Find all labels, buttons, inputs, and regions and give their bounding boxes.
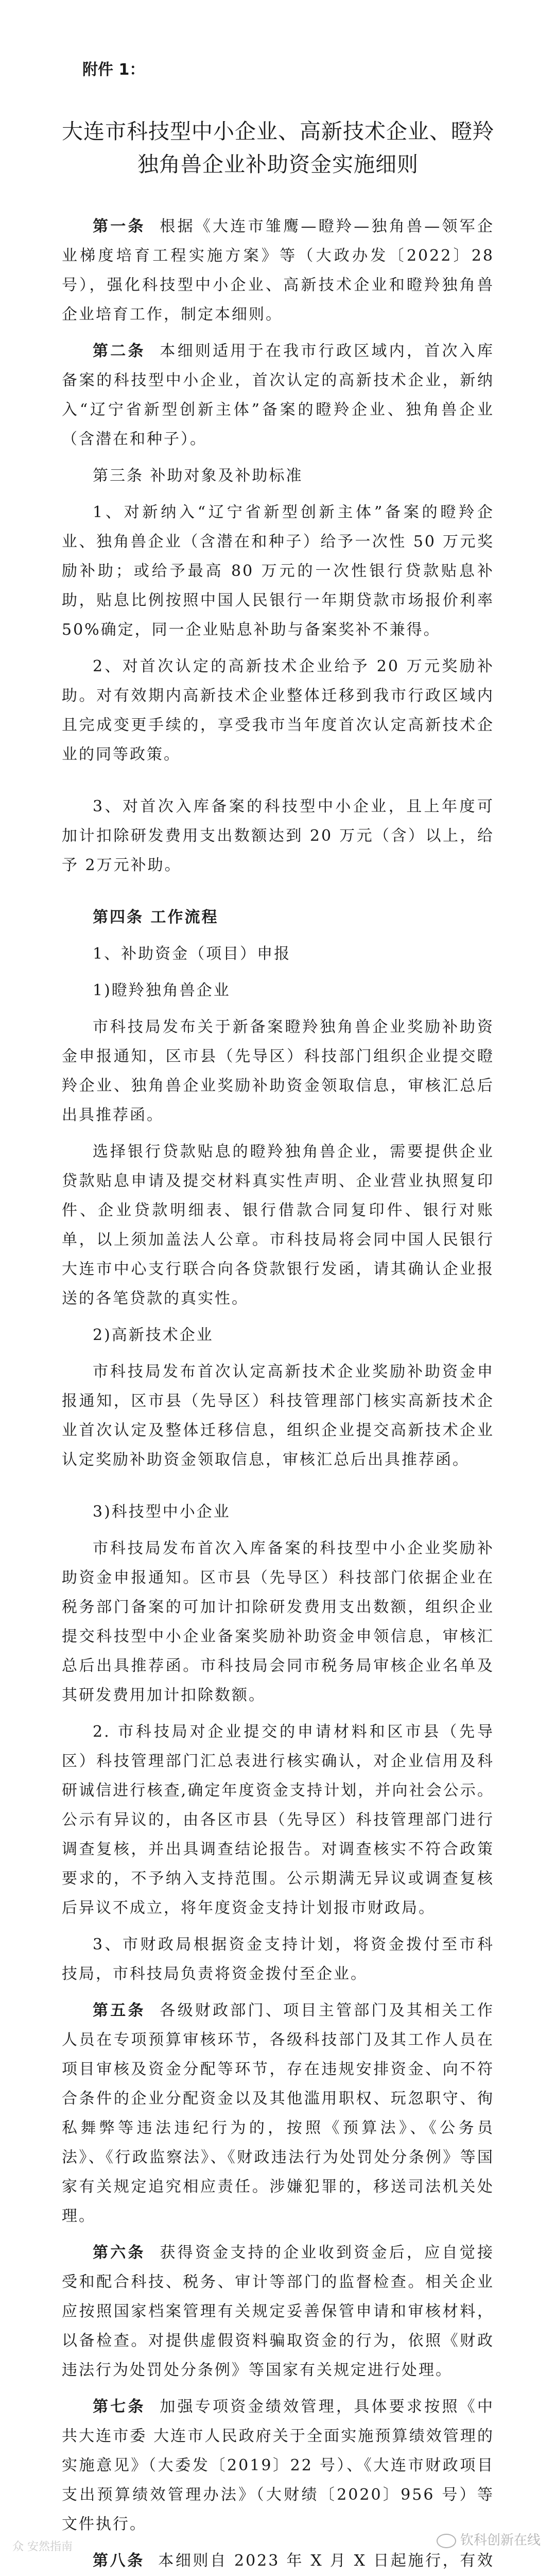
article-4-sub-a-para-1: 市科技局发布关于新备案瞪羚独角兽企业奖励补助资金申报通知，区市县（先导区）科技部门组织企业提交瞪羚企业、独角兽企业奖励补助资金领取信息，审核汇总后出具推荐函。 (62, 1018, 494, 1125)
article-8-head: 第八条 (93, 2552, 145, 2570)
article-4-para-2: 2. 市科技局对企业提交的申请材料和区市县（先导区）科技管理部门汇总表进行核实确认，对企业信用及科研诚信进行核查,确定年度资金支持计划，并向社会公示。公示有异议的，由各区市县（先导区）科技管理部门进行调查复核，并出具调查结论报告。对调查核实不符合政策要求的，不予纳入支持范围。公示期满无异议或调查复核后异议不成立，将年度资金支持计划报市财政局。 (62, 1723, 494, 1918)
article-3-head: 第三条 补助对象及补助标准 (93, 467, 303, 485)
article-1 (62, 212, 494, 329)
wechat-icon (437, 2534, 456, 2548)
article-3-item-3: 3、对首次入库备案的科技型中小企业，且上年度可加计扣除研发费用支出数额达到 20 万元（含）以上，给予 2万元补助。 (62, 798, 494, 875)
article-7 (62, 2392, 494, 2539)
article-4-head-text: 第四条 工作流程 (93, 908, 219, 927)
article-4-sub-c: 3)科技型中小企业 (93, 1503, 231, 1521)
article-8 (62, 2546, 494, 2576)
article-4-sub-a-para-2: 选择银行贷款贴息的瞪羚独角兽企业，需要提供企业贷款贴息申请及提交材料真实性声明、企业营业执照复印件、企业贷款明细表、银行借款合同复印件、银行对账单，以上须加盖法人公章。市科技局将会同中国人民银行大连市中心支行联合向各贷款银行发函，请其确认企业报送的各笔贷款的真实性。 (62, 1143, 494, 1308)
watermark-left: 众 安然指南 (12, 2540, 73, 2553)
article-4-sub-b-para-1: 市科技局发布首次认定高新技术企业奖励补助资金申报通知，区市县（先导区）科技管理部门核实高新技术企业首次认定及整体迁移信息，组织企业提交高新技术企业认定奖励补助资金领取信息，审核汇总后出具推荐函。 (62, 1363, 494, 1469)
article-4-para-3: 3、市财政局根据资金支持计划，将资金拨付至市科技局，市科技局负责将资金拨付至企业。 (62, 1936, 494, 1984)
article-2-head: 第二条 (93, 342, 146, 361)
article-1-text: 根据《大连市雏鹰—瞪羚—独角兽—领军企业梯度培育工程实施方案》等（大政办发〔2022〕28 号），强化科技型中小企业、高新技术企业和瞪羚独角兽企业培育工作，制定本细则。 (62, 217, 495, 324)
article-5-text: 各级财政部门、项目主管部门及其相关工作人员在专项预算审核环节，各级科技部门及其工作人员在项目审核及资金分配等环节，存在违规安排资金、向不符合条件的企业分配资金以及其他滥用职权、玩忽职守、徇私舞弊等违法违纪行为的，按照《预算法》、《公务员法》、《行政监察法》、《财政违法行为处罚处分条例》等国家有关规定追究相应责任。涉嫌犯罪的，移送司法机关处理。 (62, 2002, 495, 2226)
article-3-item-1: 1、对新纳入“辽宁省新型创新主体”备案的瞪羚企业、独角兽企业（含潜在和种子）给予一次性 50 万元奖励补助；或给予最高 80 万元的一次性银行贷款贴息补助，贴息比例按照中国人民银行一年期贷款市场报价利率 50%确定，同一企业贴息补助与备案奖补不兼得。 (62, 503, 494, 639)
article-6-text: 获得资金支持的企业收到资金后，应自觉接受和配合科技、税务、审计等部门的监督检查。相关企业应按照国家档案管理有关规定妥善保管申请和审核材料，以备检查。对提供虚假资料骗取资金的行为，依照《财政违法行为处罚处分条例》等国家有关规定进行处理。 (62, 2244, 495, 2380)
attachment-label: 附件 1： (82, 61, 145, 79)
article-1-head: 第一条 (93, 217, 146, 236)
article-3-item-2: 2、对首次认定的高新技术企业给予 20 万元奖励补助。对有效期内高新技术企业整体迁移到我市行政区域内且完成变更手续的，享受我市当年度首次认定高新技术企业的同等政策。 (62, 657, 494, 764)
article-8-text: 本细则自 2023 年 X 月 X 日起施行，有效 (158, 2552, 495, 2570)
article-6 (62, 2238, 494, 2385)
article-7-text: 加强专项资金绩效管理，具体要求按照《中共大连市委 大连市人民政府关于全面实施预算绩效管理的实施意见》（大委发〔2019〕22 号）、《大连市财政项目支出预算绩效管理办法》（大财绩〔2020〕956 号）等文件执行。 (62, 2398, 495, 2534)
document-title: 大连市科技型中小企业、高新技术企业、瞪羚独角兽企业补助资金实施细则 (62, 119, 494, 177)
article-4-section-1: 1、补助资金（项目）申报 (93, 945, 291, 963)
article-5 (62, 1996, 494, 2231)
watermark-right-text: 钦科创新在线 (460, 2533, 541, 2548)
article-7-head: 第七条 (93, 2398, 146, 2416)
article-4-sub-a: 1)瞪羚独角兽企业 (93, 981, 231, 1000)
watermark-right (437, 2530, 541, 2549)
article-6-head: 第六条 (93, 2244, 146, 2262)
article-2 (62, 336, 494, 454)
article-4-head (62, 903, 494, 932)
article-4-sub-b: 2)高新技术企业 (93, 1326, 214, 1345)
article-2-text: 本细则适用于在我市行政区域内，首次入库备案的科技型中小企业，首次认定的高新技术企业，新纳入“辽宁省新型创新主体”备案的瞪羚企业、独角兽企业（含潜在和种子）。 (62, 342, 495, 449)
article-4-sub-c-para-1: 市科技局发布首次入库备案的科技型中小企业奖励补助资金申报通知。区市县（先导区）科技部门依据企业在税务部门备案的可加计扣除研发费用支出数额，组织企业提交科技型中小企业备案奖励补助资金申领信息，审核汇总后出具推荐函。市科技局会同市税务局审核企业名单及其研发费用加计扣除数额。 (62, 1539, 494, 1705)
article-5-head: 第五条 (93, 2002, 146, 2020)
